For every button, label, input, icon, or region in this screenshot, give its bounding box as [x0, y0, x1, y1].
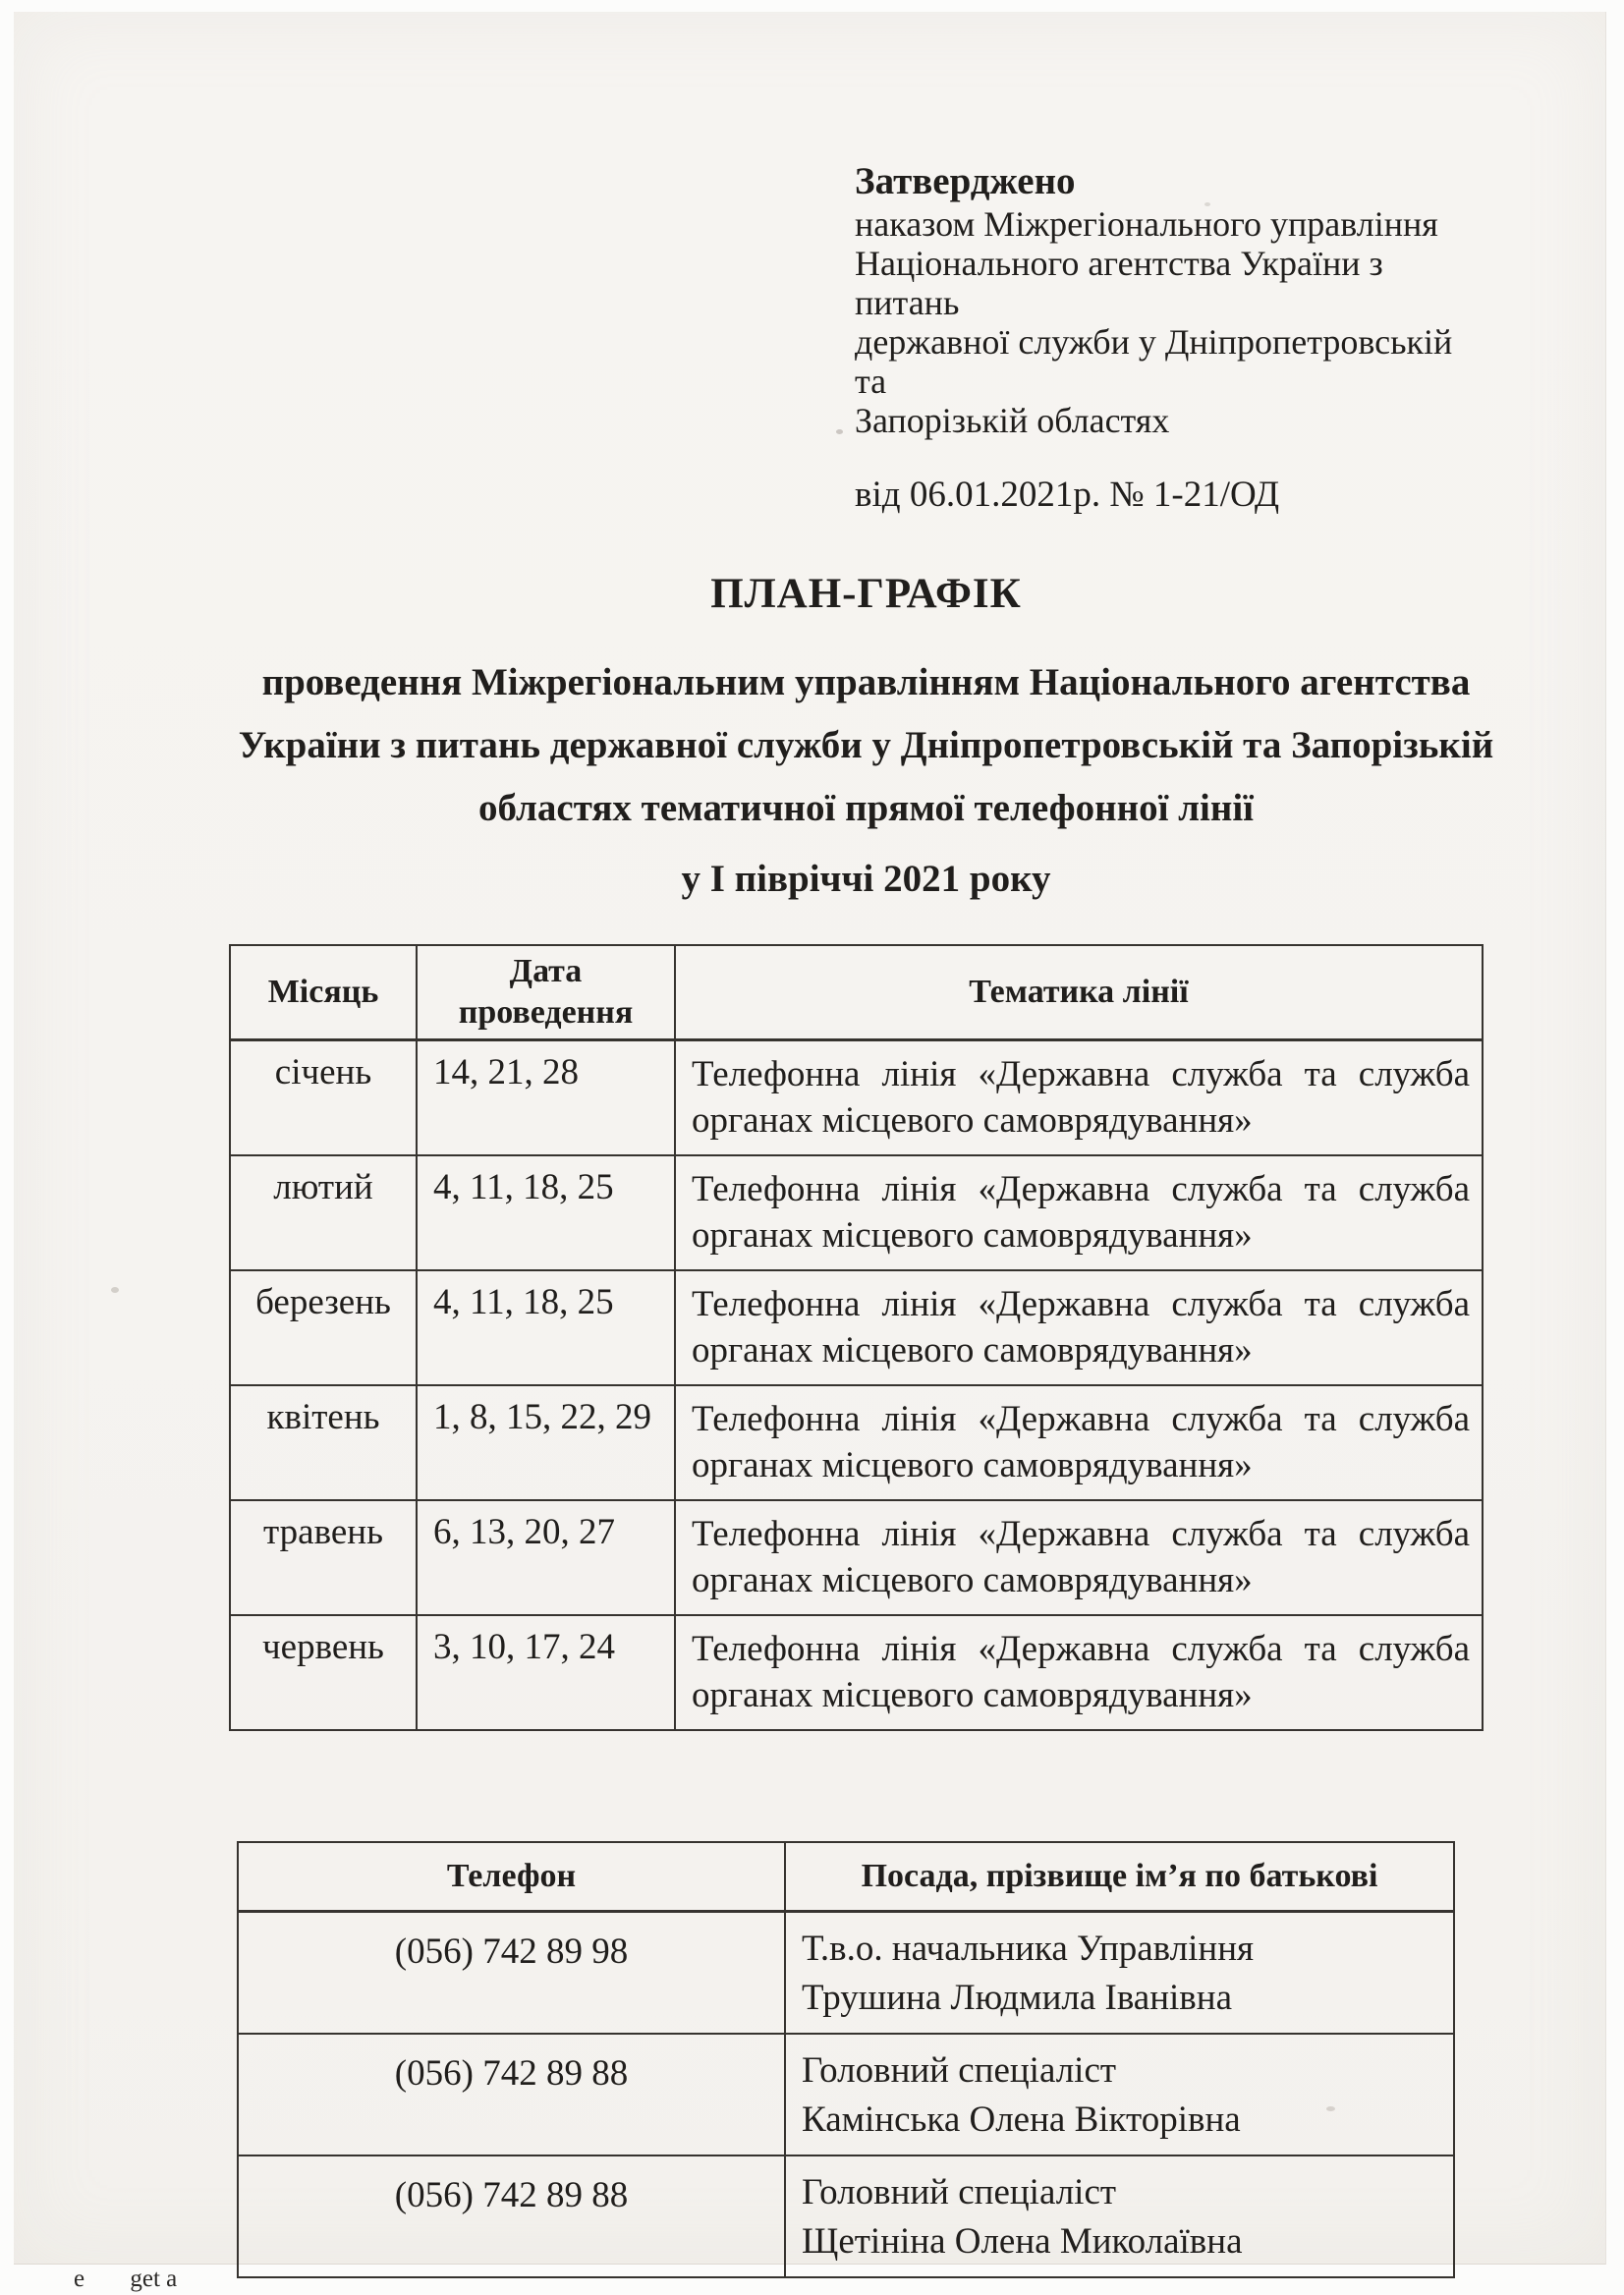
- artifact-text: get a: [130, 2266, 178, 2292]
- person-cell: [785, 2155, 1454, 2277]
- approval-order-ref: від 06.01.2021р. № 1-21/ОД: [855, 475, 1280, 515]
- document-title-block: [14, 570, 1605, 905]
- dates-cell: 6, 13, 20, 27: [417, 1500, 675, 1615]
- approval-line: наказом Міжрегіонального управління: [855, 204, 1438, 244]
- schedule-header-dates: Дата проведення: [417, 945, 675, 1040]
- table-row: [230, 1155, 1483, 1270]
- approval-line: Національного агентства України з питань: [855, 244, 1383, 322]
- month-cell: березень: [230, 1270, 417, 1385]
- month-cell: січень: [230, 1040, 417, 1156]
- table-row: [230, 1500, 1483, 1615]
- table-row: [238, 2155, 1454, 2277]
- topic-cell: Телефонна лінія «Державна служба та служба органах місцевого самоврядування»: [675, 1615, 1483, 1730]
- topic-cell: Телефонна лінія «Державна служба та служба органах місцевого самоврядування»: [675, 1385, 1483, 1500]
- approval-line: Запорізькій областях: [855, 401, 1170, 440]
- scanned-document-page: [14, 12, 1606, 2265]
- scan-speck: [1326, 2106, 1335, 2111]
- month-cell: травень: [230, 1500, 417, 1615]
- person-position: Головний спеціаліст: [802, 2172, 1117, 2212]
- scan-edge-artifact-text: [74, 2266, 177, 2293]
- person-name: Щетініна Олена Миколаївна: [802, 2221, 1243, 2262]
- contacts-header-person: Посада, прізвище ім’я по батькові: [785, 1842, 1454, 1912]
- document-subtitle: [181, 651, 1551, 840]
- scan-speck: [1204, 202, 1210, 206]
- document-subtitle-line: областях тематичної прямої телефонної лінії: [477, 787, 1255, 829]
- topic-cell: Телефонна лінія «Державна служба та служба органах місцевого самоврядування»: [675, 1270, 1483, 1385]
- document-subtitle-line: проведення Міжрегіональним управлінням Національного агентства: [261, 661, 1471, 703]
- schedule-header-topic: Тематика лінії: [675, 945, 1483, 1040]
- contacts-table: [237, 1841, 1455, 2278]
- schedule-header-row: [230, 945, 1483, 1040]
- artifact-text: e: [74, 2266, 85, 2292]
- month-cell: червень: [230, 1615, 417, 1730]
- dates-cell: 14, 21, 28: [417, 1040, 675, 1156]
- dates-cell: 4, 11, 18, 25: [417, 1155, 675, 1270]
- topic-cell: Телефонна лінія «Державна служба та служба органах місцевого самоврядування»: [675, 1155, 1483, 1270]
- topic-cell: Телефонна лінія «Державна служба та служба органах місцевого самоврядування»: [675, 1500, 1483, 1615]
- document-heading: ПЛАН-ГРАФІК: [710, 571, 1022, 617]
- schedule-table: [229, 944, 1484, 1731]
- approval-line: державної служби у Дніпропетровській та: [855, 322, 1453, 401]
- dates-cell: 1, 8, 15, 22, 29: [417, 1385, 675, 1500]
- phone-cell: (056) 742 89 88: [238, 2155, 785, 2277]
- schedule-header-month: Місяць: [230, 945, 417, 1040]
- table-row: [238, 2034, 1454, 2155]
- phone-cell: (056) 742 89 98: [238, 1912, 785, 2035]
- month-cell: лютий: [230, 1155, 417, 1270]
- contacts-header-row: [238, 1842, 1454, 1912]
- approval-block: [855, 159, 1484, 516]
- dates-cell: 4, 11, 18, 25: [417, 1270, 675, 1385]
- table-row: [238, 1912, 1454, 2035]
- table-row: [230, 1040, 1483, 1156]
- person-cell: [785, 1912, 1454, 2035]
- topic-cell: Телефонна лінія «Державна служба та служба органах місцевого самоврядування»: [675, 1040, 1483, 1156]
- scan-speck: [836, 429, 843, 434]
- person-position: Т.в.о. начальника Управління: [802, 1929, 1255, 1969]
- month-cell: квітень: [230, 1385, 417, 1500]
- document-subtitle-line: України з питань державної служби у Дніпропетровській та Запорізькій: [238, 724, 1494, 766]
- table-row: [230, 1270, 1483, 1385]
- document-period: у І півріччі 2021 року: [681, 858, 1051, 900]
- dates-cell: 3, 10, 17, 24: [417, 1615, 675, 1730]
- scan-speck: [111, 1287, 119, 1293]
- table-row: [230, 1615, 1483, 1730]
- person-name: Трушина Людмила Іванівна: [802, 1978, 1233, 2018]
- person-name: Камінська Олена Вікторівна: [802, 2099, 1241, 2140]
- person-cell: [785, 2034, 1454, 2155]
- table-row: [230, 1385, 1483, 1500]
- approval-title: Затверджено: [855, 160, 1076, 202]
- person-position: Головний спеціаліст: [802, 2050, 1117, 2091]
- contacts-header-phone: Телефон: [238, 1842, 785, 1912]
- phone-cell: (056) 742 89 88: [238, 2034, 785, 2155]
